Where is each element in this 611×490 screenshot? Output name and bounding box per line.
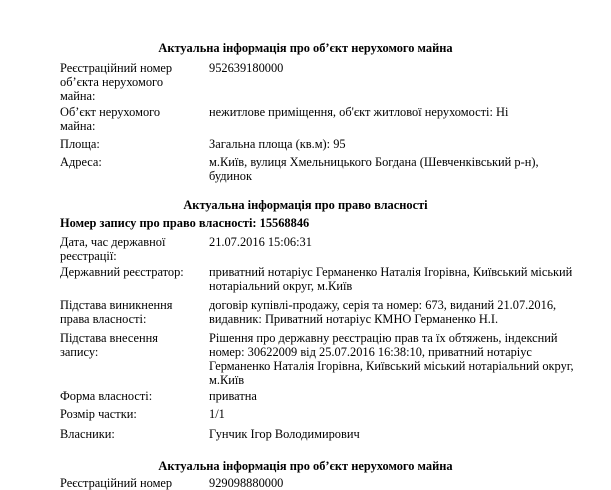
field-value: нежитлове приміщення, об'єкт житлової нерухомості: Ні bbox=[209, 105, 509, 119]
field-label: Державний реєстратор: bbox=[60, 265, 184, 279]
field-label: Площа: bbox=[60, 137, 100, 151]
field-label: Реєстраційний номер bbox=[60, 476, 173, 490]
field-value: Загальна площа (кв.м): 95 bbox=[209, 137, 346, 151]
field-value: договір купівлі-продажу, серія та номер: 673, виданий 21.07.2016, видавник: Приватний нотаріус КМНО Германенко Н.І. bbox=[209, 298, 557, 326]
field-label: Адреса: bbox=[60, 155, 102, 169]
field-value: 929098880000 bbox=[209, 476, 284, 490]
field-label: Реєстраційний номер об’єкта нерухомого майна: bbox=[60, 61, 173, 103]
field-value: м.Київ, вулиця Хмельницького Богдана (Шевченківський р-н), будинок bbox=[209, 155, 539, 183]
field-label: Форма власності: bbox=[60, 389, 153, 403]
field-label: Підстава виникнення права власності: bbox=[60, 298, 173, 326]
field-label: Дата, час державної реєстрації: bbox=[60, 235, 166, 263]
ownership-record-number: Номер запису про право власності: 15568846 bbox=[60, 216, 310, 230]
section-title-ownership: Актуальна інформація про право власності bbox=[183, 198, 428, 212]
field-value: 952639180000 bbox=[209, 61, 284, 75]
field-value: 21.07.2016 15:06:31 bbox=[209, 235, 312, 249]
field-label: Підстава внесення запису: bbox=[60, 331, 158, 359]
field-value: Гунчик Ігор Володимирович bbox=[209, 427, 360, 441]
section-title-property-object: Актуальна інформація про об’єкт нерухомого майна bbox=[158, 41, 453, 55]
field-value: Рішення про державну реєстрацію прав та їх обтяжень, індексний номер: 30622009 від 25.07.2016 16:38:10, приватний нотаріус Германенко Наталія Ігорівна, Київський міський нотаріальний округ, м.Київ bbox=[209, 331, 574, 387]
field-label: Об’єкт нерухомого майна: bbox=[60, 105, 161, 133]
field-value: приватна bbox=[209, 389, 257, 403]
section-title-property-object-2: Актуальна інформація про об’єкт нерухомого майна bbox=[158, 459, 453, 473]
field-label: Власники: bbox=[60, 427, 115, 441]
field-label: Розмір частки: bbox=[60, 407, 137, 421]
field-value: 1/1 bbox=[209, 407, 225, 421]
field-value: приватний нотаріус Германенко Наталія Ігорівна, Київський міський нотаріальний округ, м.Київ bbox=[209, 265, 573, 293]
